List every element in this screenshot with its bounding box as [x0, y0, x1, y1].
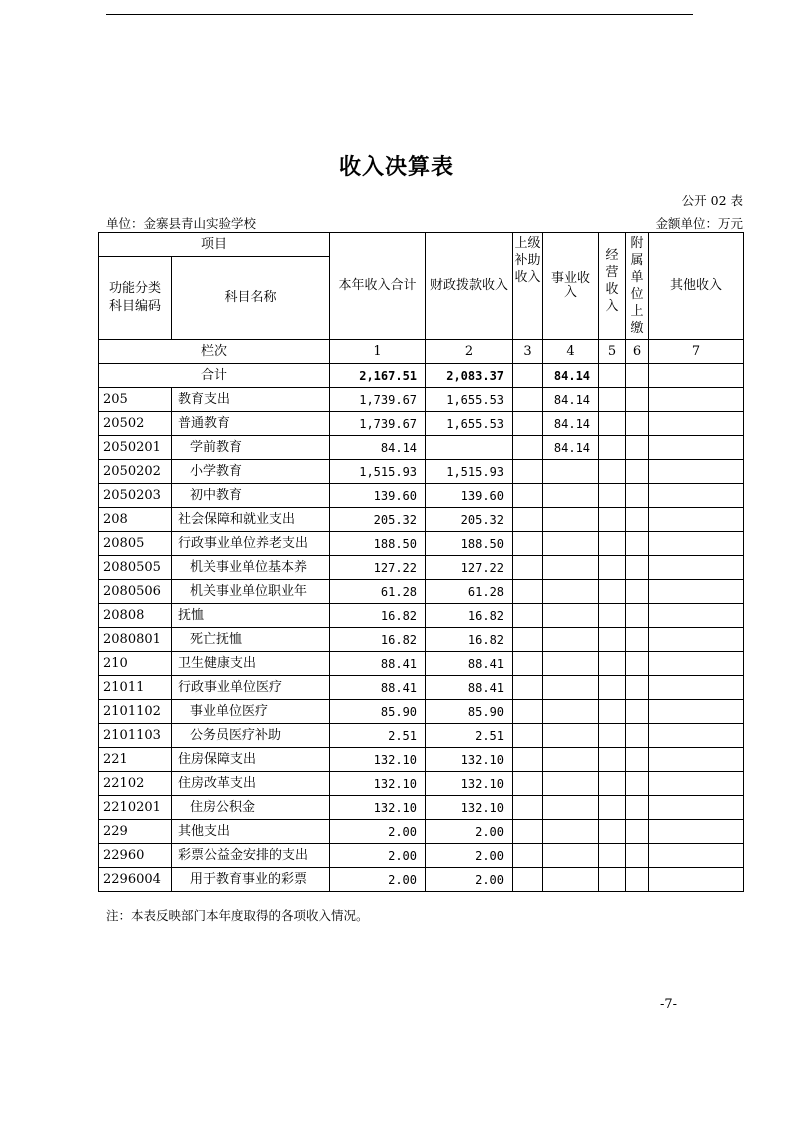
row-value — [649, 628, 744, 652]
row-value — [599, 748, 626, 772]
header-item: 项目 — [99, 233, 330, 257]
row-value — [513, 772, 543, 796]
table-row — [99, 820, 744, 844]
row-value — [543, 748, 599, 772]
row-code: 2050203 — [99, 484, 172, 508]
row-name: 卫生健康支出 — [172, 652, 330, 676]
row-value — [626, 700, 649, 724]
header-func-code: 功能分类科目编码 — [99, 257, 172, 340]
row-name: 彩票公益金安排的支出 — [172, 844, 330, 868]
row-code: 21011 — [99, 676, 172, 700]
row-name: 机关事业单位基本养 — [172, 556, 330, 580]
row-value — [626, 748, 649, 772]
row-value — [543, 652, 599, 676]
row-name: 行政事业单位医疗 — [172, 676, 330, 700]
top-rule — [106, 14, 693, 15]
row-value — [513, 676, 543, 700]
row-value — [543, 604, 599, 628]
row-code: 210 — [99, 652, 172, 676]
row-value: 85.90 — [426, 700, 513, 724]
row-value — [599, 700, 626, 724]
row-value: 188.50 — [426, 532, 513, 556]
row-value — [599, 436, 626, 460]
row-value: 84.14 — [330, 436, 426, 460]
row-code: 20502 — [99, 412, 172, 436]
row-value — [513, 652, 543, 676]
row-value — [626, 460, 649, 484]
table-row — [99, 844, 744, 868]
row-name: 事业单位医疗 — [172, 700, 330, 724]
table-row — [99, 772, 744, 796]
row-value — [626, 844, 649, 868]
row-value — [513, 868, 543, 892]
row-value: 61.28 — [330, 580, 426, 604]
row-value — [543, 508, 599, 532]
total-cell: 2,167.51 — [330, 364, 426, 388]
row-value — [543, 868, 599, 892]
lanci-3: 3 — [513, 340, 543, 364]
row-value — [649, 820, 744, 844]
unit-label: 单位：金寨县青山实验学校 — [106, 216, 257, 231]
table-row — [99, 460, 744, 484]
table-row — [99, 388, 744, 412]
row-value — [543, 724, 599, 748]
row-code: 2210201 — [99, 796, 172, 820]
row-value — [543, 772, 599, 796]
row-value: 16.82 — [426, 628, 513, 652]
row-value: 88.41 — [330, 676, 426, 700]
row-name: 抚恤 — [172, 604, 330, 628]
row-code: 22960 — [99, 844, 172, 868]
row-value — [649, 436, 744, 460]
row-code: 208 — [99, 508, 172, 532]
row-value — [599, 532, 626, 556]
header-col2: 财政拨款收入 — [426, 233, 513, 340]
row-value — [649, 508, 744, 532]
row-value — [626, 772, 649, 796]
row-value: 2.51 — [330, 724, 426, 748]
row-value — [599, 556, 626, 580]
row-value: 1,655.53 — [426, 388, 513, 412]
row-name: 公务员医疗补助 — [172, 724, 330, 748]
row-value — [649, 556, 744, 580]
table-row — [99, 796, 744, 820]
lanci-1: 1 — [330, 340, 426, 364]
row-value — [543, 556, 599, 580]
table-row — [99, 484, 744, 508]
row-value — [649, 796, 744, 820]
row-code: 229 — [99, 820, 172, 844]
row-value: 132.10 — [426, 796, 513, 820]
row-value: 16.82 — [330, 604, 426, 628]
row-name: 社会保障和就业支出 — [172, 508, 330, 532]
row-value: 139.60 — [426, 484, 513, 508]
row-value — [649, 844, 744, 868]
row-value — [599, 844, 626, 868]
row-name: 行政事业单位养老支出 — [172, 532, 330, 556]
lanci-4: 4 — [543, 340, 599, 364]
row-value: 2.00 — [330, 868, 426, 892]
row-value: 2.51 — [426, 724, 513, 748]
row-value — [543, 700, 599, 724]
row-value: 205.32 — [426, 508, 513, 532]
row-value — [626, 868, 649, 892]
row-value: 85.90 — [330, 700, 426, 724]
row-value — [543, 460, 599, 484]
money-unit-label: 金额单位：万元 — [655, 216, 743, 231]
row-value — [626, 676, 649, 700]
row-value — [599, 820, 626, 844]
row-value — [599, 628, 626, 652]
row-value — [513, 628, 543, 652]
total-cell — [649, 364, 744, 388]
row-value — [649, 652, 744, 676]
header-col7: 其他收入 — [649, 233, 744, 340]
header-col4: 事业收入 — [543, 233, 599, 340]
row-value: 84.14 — [543, 412, 599, 436]
row-value — [649, 388, 744, 412]
row-value — [649, 700, 744, 724]
row-value: 61.28 — [426, 580, 513, 604]
row-value — [513, 388, 543, 412]
row-value — [626, 652, 649, 676]
row-code: 2080801 — [99, 628, 172, 652]
row-value: 16.82 — [330, 628, 426, 652]
row-value — [543, 796, 599, 820]
row-value: 1,515.93 — [330, 460, 426, 484]
row-value — [649, 676, 744, 700]
row-code: 2296004 — [99, 868, 172, 892]
row-value — [513, 844, 543, 868]
row-value — [426, 436, 513, 460]
row-code: 2050201 — [99, 436, 172, 460]
row-name: 用于教育事业的彩票 — [172, 868, 330, 892]
row-code: 20805 — [99, 532, 172, 556]
row-value — [626, 604, 649, 628]
row-value: 2.00 — [426, 868, 513, 892]
row-value — [513, 436, 543, 460]
row-value: 88.41 — [330, 652, 426, 676]
row-value — [543, 820, 599, 844]
row-value — [543, 580, 599, 604]
row-value — [599, 604, 626, 628]
table-code: 公开 02 表 — [681, 193, 743, 208]
row-value: 127.22 — [426, 556, 513, 580]
table-row — [99, 508, 744, 532]
row-value — [649, 724, 744, 748]
total-cell — [599, 364, 626, 388]
row-name: 住房公积金 — [172, 796, 330, 820]
table-row — [99, 700, 744, 724]
row-value — [599, 412, 626, 436]
row-value — [543, 484, 599, 508]
row-value — [649, 748, 744, 772]
row-name: 其他支出 — [172, 820, 330, 844]
lanci-label: 栏次 — [99, 340, 330, 364]
row-value — [626, 484, 649, 508]
row-value — [649, 868, 744, 892]
row-value — [599, 652, 626, 676]
row-value: 132.10 — [330, 772, 426, 796]
table-row — [99, 868, 744, 892]
page-number: -7- — [660, 997, 678, 1012]
total-row — [99, 364, 744, 388]
income-table — [98, 232, 744, 892]
row-value — [513, 724, 543, 748]
row-value — [626, 436, 649, 460]
lanci-7: 7 — [649, 340, 744, 364]
row-value — [513, 484, 543, 508]
row-code: 2080506 — [99, 580, 172, 604]
header-col6: 附属单位上缴 — [626, 233, 649, 340]
row-value: 2.00 — [426, 820, 513, 844]
row-name: 住房保障支出 — [172, 748, 330, 772]
row-value — [513, 508, 543, 532]
row-value — [599, 868, 626, 892]
row-value: 127.22 — [330, 556, 426, 580]
row-value: 16.82 — [426, 604, 513, 628]
row-code: 22102 — [99, 772, 172, 796]
row-name: 教育支出 — [172, 388, 330, 412]
table-row — [99, 676, 744, 700]
row-code: 205 — [99, 388, 172, 412]
row-name: 学前教育 — [172, 436, 330, 460]
row-value — [599, 580, 626, 604]
row-value — [626, 580, 649, 604]
row-value: 2.00 — [330, 844, 426, 868]
table-row — [99, 532, 744, 556]
row-value — [513, 412, 543, 436]
row-value: 132.10 — [330, 748, 426, 772]
row-value: 1,655.53 — [426, 412, 513, 436]
row-value: 88.41 — [426, 676, 513, 700]
row-value — [626, 628, 649, 652]
row-value — [513, 556, 543, 580]
row-name: 普通教育 — [172, 412, 330, 436]
header-subject-name: 科目名称 — [172, 257, 330, 340]
table-row — [99, 748, 744, 772]
row-value: 2.00 — [426, 844, 513, 868]
row-code: 2101103 — [99, 724, 172, 748]
row-value — [649, 580, 744, 604]
row-code: 2101102 — [99, 700, 172, 724]
row-value — [513, 532, 543, 556]
row-code: 2050202 — [99, 460, 172, 484]
row-value — [649, 484, 744, 508]
row-value: 84.14 — [543, 388, 599, 412]
row-value — [599, 724, 626, 748]
total-label: 合计 — [99, 364, 330, 388]
table-row — [99, 580, 744, 604]
row-value — [599, 460, 626, 484]
row-value — [543, 844, 599, 868]
table-row — [99, 436, 744, 460]
row-value — [599, 484, 626, 508]
total-cell — [513, 364, 543, 388]
row-value — [626, 412, 649, 436]
row-value — [649, 532, 744, 556]
row-value — [649, 460, 744, 484]
row-value — [513, 460, 543, 484]
row-value — [626, 508, 649, 532]
lanci-5: 5 — [599, 340, 626, 364]
row-value — [626, 820, 649, 844]
table-row — [99, 604, 744, 628]
row-code: 20808 — [99, 604, 172, 628]
row-value — [649, 604, 744, 628]
row-value: 1,739.67 — [330, 388, 426, 412]
table-row — [99, 628, 744, 652]
row-value — [513, 580, 543, 604]
row-value — [626, 388, 649, 412]
row-value — [513, 604, 543, 628]
row-value — [626, 724, 649, 748]
row-value — [599, 796, 626, 820]
row-value: 2.00 — [330, 820, 426, 844]
row-value: 132.10 — [330, 796, 426, 820]
row-value — [513, 820, 543, 844]
lanci-2: 2 — [426, 340, 513, 364]
row-value: 132.10 — [426, 772, 513, 796]
row-value — [599, 508, 626, 532]
header-col1: 本年收入合计 — [330, 233, 426, 340]
row-value — [543, 628, 599, 652]
footnote: 注：本表反映部门本年度取得的各项收入情况。 — [106, 908, 369, 923]
row-name: 死亡抚恤 — [172, 628, 330, 652]
row-value: 84.14 — [543, 436, 599, 460]
row-value — [626, 796, 649, 820]
row-name: 小学教育 — [172, 460, 330, 484]
row-value — [543, 532, 599, 556]
row-value: 1,739.67 — [330, 412, 426, 436]
row-value — [543, 676, 599, 700]
row-value: 1,515.93 — [426, 460, 513, 484]
table-row — [99, 412, 744, 436]
row-value: 188.50 — [330, 532, 426, 556]
header-col3: 上级补助收入 — [513, 233, 543, 340]
table-row — [99, 556, 744, 580]
row-value — [513, 796, 543, 820]
row-name: 住房改革支出 — [172, 772, 330, 796]
total-cell: 2,083.37 — [426, 364, 513, 388]
row-name: 初中教育 — [172, 484, 330, 508]
total-cell — [626, 364, 649, 388]
row-value — [649, 412, 744, 436]
header-col5: 经营收入 — [599, 233, 626, 340]
lanci-6: 6 — [626, 340, 649, 364]
row-value — [599, 388, 626, 412]
table-row — [99, 652, 744, 676]
row-code: 2080505 — [99, 556, 172, 580]
row-value — [626, 532, 649, 556]
table-row — [99, 724, 744, 748]
row-value — [599, 772, 626, 796]
row-value: 139.60 — [330, 484, 426, 508]
row-value — [626, 556, 649, 580]
row-code: 221 — [99, 748, 172, 772]
row-value — [513, 748, 543, 772]
row-value: 205.32 — [330, 508, 426, 532]
total-cell: 84.14 — [543, 364, 599, 388]
row-value: 132.10 — [426, 748, 513, 772]
row-value — [599, 676, 626, 700]
row-name: 机关事业单位职业年 — [172, 580, 330, 604]
row-value — [649, 772, 744, 796]
row-value — [513, 700, 543, 724]
row-value: 88.41 — [426, 652, 513, 676]
page-title: 收入决算表 — [338, 154, 454, 180]
